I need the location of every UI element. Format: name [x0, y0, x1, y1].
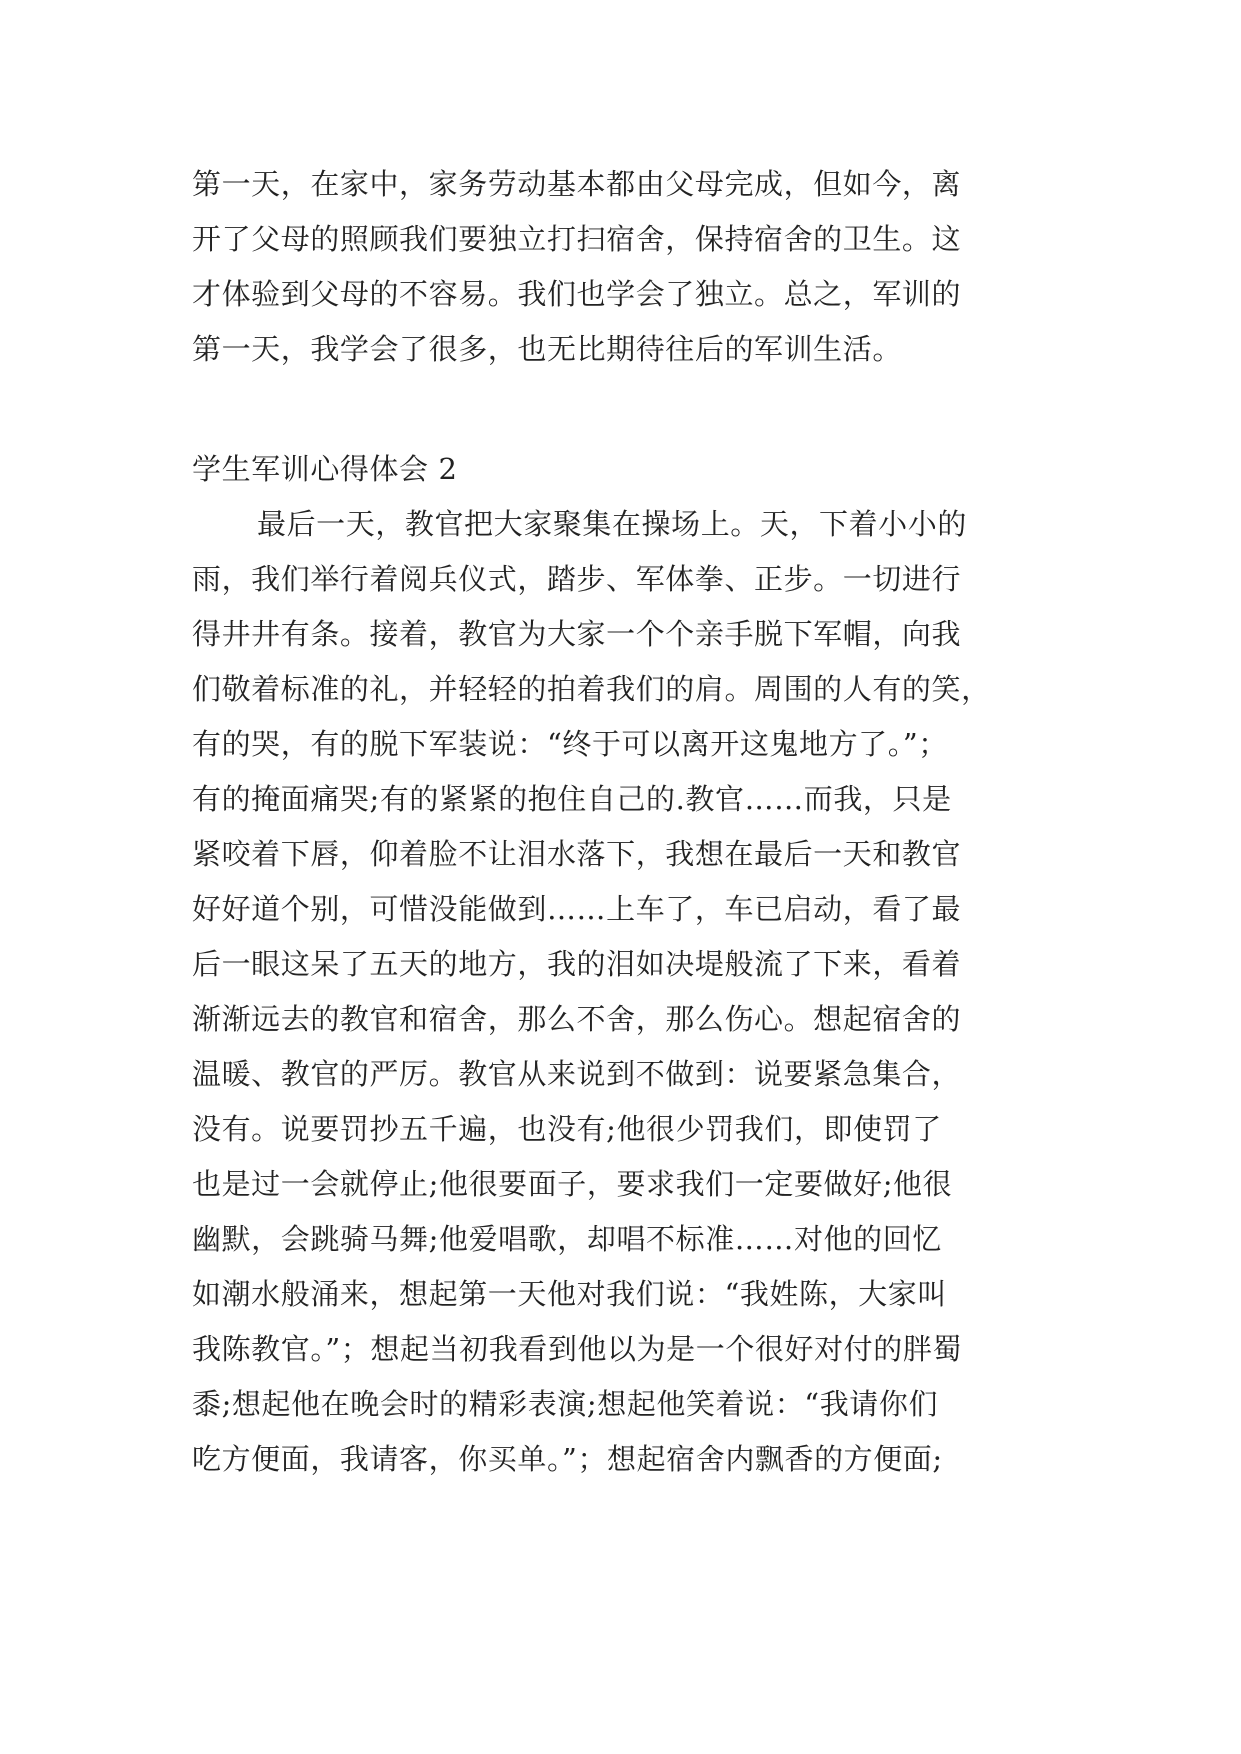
paragraph-2-line: 得井井有条。接着，教官为大家一个个亲手脱下军帽，向我 [192, 617, 962, 651]
paragraph-1-line: 第一天，我学会了很多，也无比期待往后的军训生活。 [192, 332, 902, 366]
paragraph-2-line: 如潮水般涌来，想起第一天他对我们说：“我姓陈，大家叫 [192, 1277, 947, 1311]
paragraph-1-line: 开了父母的照顾我们要独立打扫宿舍，保持宿舍的卫生。这 [192, 222, 962, 256]
paragraph-2-line: 也是过一会就停止;他很要面子，要求我们一定要做好;他很 [192, 1167, 953, 1201]
paragraph-1-line: 才体验到父母的不容易。我们也学会了独立。总之，军训的 [192, 277, 962, 311]
section-heading: 学生军训心得体会 2 [192, 452, 458, 486]
paragraph-2-line: 我陈教官。”；想起当初我看到他以为是一个很好对付的胖蜀 [192, 1332, 962, 1366]
paragraph-1-line: 第一天，在家中，家务劳动基本都由父母完成，但如今，离 [192, 167, 962, 201]
paragraph-2-line: 紧咬着下唇，仰着脸不让泪水落下，我想在最后一天和教官 [192, 837, 962, 871]
paragraph-2-line: 渐渐远去的教官和宿舍，那么不舍，那么伤心。想起宿舍的 [192, 1002, 962, 1036]
paragraph-2-line: 好好道个别，可惜没能做到……上车了，车已启动，看了最 [192, 892, 962, 926]
paragraph-2-line: 黍;想起他在晚会时的精彩表演;想起他笑着说：“我请你们 [192, 1387, 939, 1421]
paragraph-2-line: 温暖、教官的严厉。教官从来说到不做到：说要紧急集合， [192, 1057, 962, 1091]
paragraph-2-line: 后一眼这呆了五天的地方，我的泪如决堤般流了下来，看着 [192, 947, 962, 981]
paragraph-2-line: 最后一天，教官把大家聚集在操场上。天，下着小小的 [257, 507, 967, 541]
paragraph-2-line: 有的哭，有的脱下军装说：“终于可以离开这鬼地方了。”； [192, 727, 948, 761]
paragraph-2-line: 有的掩面痛哭;有的紧紧的抱住自己的.教官……而我，只是 [192, 782, 952, 816]
paragraph-2-line: 幽默，会跳骑马舞;他爱唱歌，却唱不标准……对他的回忆 [192, 1222, 942, 1256]
paragraph-2-line: 雨，我们举行着阅兵仪式，踏步、军体拳、正步。一切进行 [192, 562, 962, 596]
paragraph-2-line: 吃方便面，我请客，你买单。”；想起宿舍内飘香的方便面; [192, 1442, 943, 1476]
paragraph-2-line: 们敬着标准的礼，并轻轻的拍着我们的肩。周围的人有的笑， [192, 672, 991, 706]
paragraph-2-line: 没有。说要罚抄五千遍，也没有;他很少罚我们，即使罚了 [192, 1112, 942, 1146]
